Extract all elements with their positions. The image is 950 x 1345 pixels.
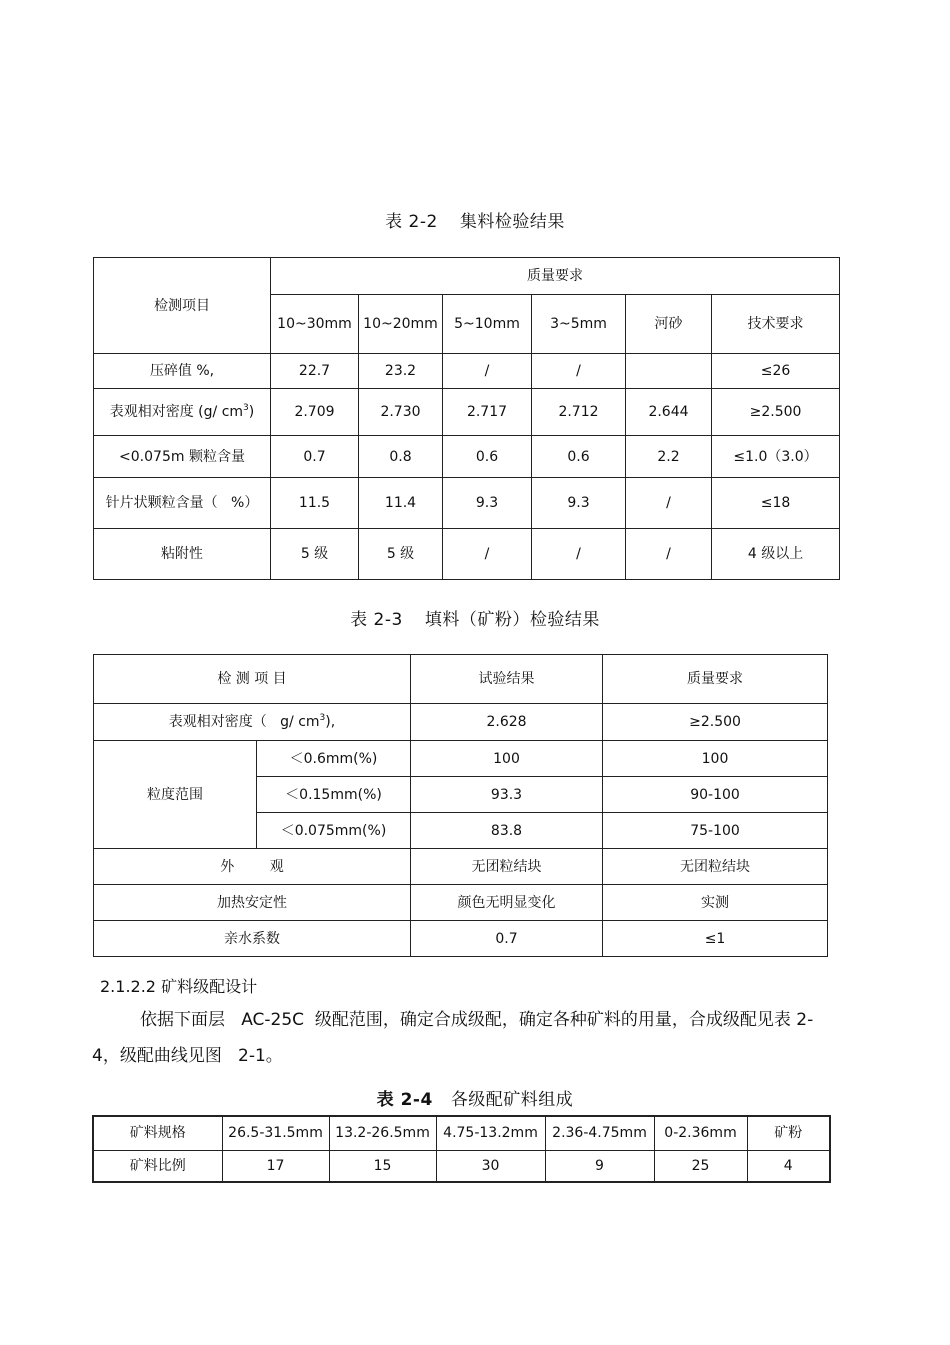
cell xyxy=(626,354,712,389)
cell: 22.7 xyxy=(271,354,359,389)
paragraph-text: 依据下面层 AC-25C 级配范围，确定合成级配，确定各种矿料的用量，合成级配见表 2-4，级配曲线见图 2-1。 xyxy=(92,1010,814,1066)
cell: ≤1 xyxy=(603,921,828,957)
size-header: 5~10mm xyxy=(443,295,532,354)
row-label: 粘附性 xyxy=(94,529,271,580)
col-header-quality: 质量要求 xyxy=(271,258,840,295)
gradation-label: 粒度范围 xyxy=(94,741,257,849)
sieve-label: ＜0.075mm(%) xyxy=(257,813,411,849)
table-row xyxy=(94,704,828,741)
cell: 2.730 xyxy=(359,389,443,436)
cell: 9.3 xyxy=(532,478,626,529)
cell: 实测 xyxy=(603,885,828,921)
row-label-text: 表观相对密度 (g/ cm xyxy=(109,404,244,420)
superscript: 3 xyxy=(319,713,326,723)
cell: / xyxy=(626,529,712,580)
cell: ≤18 xyxy=(712,478,840,529)
col-header-requirement: 质量要求 xyxy=(603,655,828,704)
cell: / xyxy=(443,529,532,580)
row-label: 矿料规格 xyxy=(93,1116,222,1150)
cell: 4 级以上 xyxy=(712,529,840,580)
table-row xyxy=(94,529,840,580)
cell: 0.7 xyxy=(411,921,603,957)
cell: ≥2.500 xyxy=(603,704,828,741)
col-header-item: 检 测 项 目 xyxy=(94,655,411,704)
mineral-composition-table xyxy=(92,1115,831,1183)
cell: 83.8 xyxy=(411,813,603,849)
spec-cell: 矿粉 xyxy=(747,1116,830,1150)
ratio-cell: 4 xyxy=(747,1150,830,1182)
superscript: 3 xyxy=(243,403,249,413)
cell: 75-100 xyxy=(603,813,828,849)
table-row xyxy=(94,921,828,957)
cell: / xyxy=(626,478,712,529)
cell: 0.6 xyxy=(532,436,626,478)
size-header: 3~5mm xyxy=(532,295,626,354)
sieve-label: ＜0.15mm(%) xyxy=(257,777,411,813)
cell: 2.709 xyxy=(271,389,359,436)
cell: 0.7 xyxy=(271,436,359,478)
cell: 颜色无明显变化 xyxy=(411,885,603,921)
cell: 2.628 xyxy=(411,704,603,741)
cell: / xyxy=(443,354,532,389)
header-row xyxy=(94,655,828,704)
cell: / xyxy=(532,529,626,580)
body-paragraph xyxy=(92,1002,832,1074)
cell: 11.5 xyxy=(271,478,359,529)
table-row xyxy=(94,741,828,777)
ratio-cell: 30 xyxy=(436,1150,545,1182)
ratio-cell: 9 xyxy=(545,1150,654,1182)
row-label-text: 表观相对密度（ g/ cm xyxy=(168,714,320,730)
cell: 100 xyxy=(603,741,828,777)
table-row xyxy=(94,436,840,478)
cell: 2.2 xyxy=(626,436,712,478)
ratio-cell: 17 xyxy=(222,1150,329,1182)
table-row xyxy=(93,1116,830,1150)
cell: 90-100 xyxy=(603,777,828,813)
size-header: 10~20mm xyxy=(359,295,443,354)
row-label: 加热安定性 xyxy=(94,885,411,921)
row-label: 矿料比例 xyxy=(93,1150,222,1182)
table-row xyxy=(94,885,828,921)
cell: 5 级 xyxy=(359,529,443,580)
row-label-suffix: ) xyxy=(248,404,255,420)
table-row xyxy=(94,354,840,389)
table-2-3-caption xyxy=(0,605,950,630)
filler-test-table xyxy=(93,654,828,957)
cell: 0.8 xyxy=(359,436,443,478)
cell: 23.2 xyxy=(359,354,443,389)
aggregate-test-table xyxy=(93,257,840,580)
table-2-3-number: 表 2-3 xyxy=(350,610,403,630)
size-header: 10~30mm xyxy=(271,295,359,354)
table-2-2-caption xyxy=(0,207,950,232)
spec-cell: 0-2.36mm xyxy=(654,1116,747,1150)
table-2-4-title: 各级配矿料组成 xyxy=(450,1090,574,1110)
table-row xyxy=(94,849,828,885)
spec-cell: 13.2-26.5mm xyxy=(329,1116,436,1150)
table-row xyxy=(93,1150,830,1182)
cell: 9.3 xyxy=(443,478,532,529)
ratio-cell: 25 xyxy=(654,1150,747,1182)
col-header-result: 试验结果 xyxy=(411,655,603,704)
cell: ≥2.500 xyxy=(712,389,840,436)
table-2-2-title: 集料检验结果 xyxy=(459,212,565,232)
size-header: 技术要求 xyxy=(712,295,840,354)
cell: 11.4 xyxy=(359,478,443,529)
row-label: 针片状颗粒含量（ %） xyxy=(94,478,271,529)
cell: 93.3 xyxy=(411,777,603,813)
table-2-4-number: 表 2-4 xyxy=(376,1090,433,1110)
row-label xyxy=(94,389,271,436)
size-header: 河砂 xyxy=(626,295,712,354)
row-label-suffix: ), xyxy=(325,714,336,730)
spec-cell: 4.75-13.2mm xyxy=(436,1116,545,1150)
spec-cell: 26.5-31.5mm xyxy=(222,1116,329,1150)
cell: 5 级 xyxy=(271,529,359,580)
row-label: <0.075m 颗粒含量 xyxy=(94,436,271,478)
cell: 2.712 xyxy=(532,389,626,436)
cell: 100 xyxy=(411,741,603,777)
spec-cell: 2.36-4.75mm xyxy=(545,1116,654,1150)
row-label: 压碎值 %, xyxy=(94,354,271,389)
row-label: 外 观 xyxy=(94,849,411,885)
cell: ≤1.0（3.0） xyxy=(712,436,840,478)
col-header-item: 检测项目 xyxy=(94,258,271,354)
cell: / xyxy=(532,354,626,389)
cell: 无团粒结块 xyxy=(411,849,603,885)
sieve-label: ＜0.6mm(%) xyxy=(257,741,411,777)
section-heading: 2.1.2.2 矿料级配设计 xyxy=(100,977,258,996)
cell: 0.6 xyxy=(443,436,532,478)
cell: 2.644 xyxy=(626,389,712,436)
cell: 2.717 xyxy=(443,389,532,436)
table-2-3-title: 填料（矿粉）检验结果 xyxy=(424,610,600,630)
cell: 无团粒结块 xyxy=(603,849,828,885)
cell: ≤26 xyxy=(712,354,840,389)
table-row xyxy=(94,389,840,436)
row-label: 亲水系数 xyxy=(94,921,411,957)
table-row xyxy=(94,478,840,529)
row-label xyxy=(94,704,411,741)
ratio-cell: 15 xyxy=(329,1150,436,1182)
table-2-4-caption xyxy=(0,1085,950,1110)
table-2-2-number: 表 2-2 xyxy=(385,212,438,232)
